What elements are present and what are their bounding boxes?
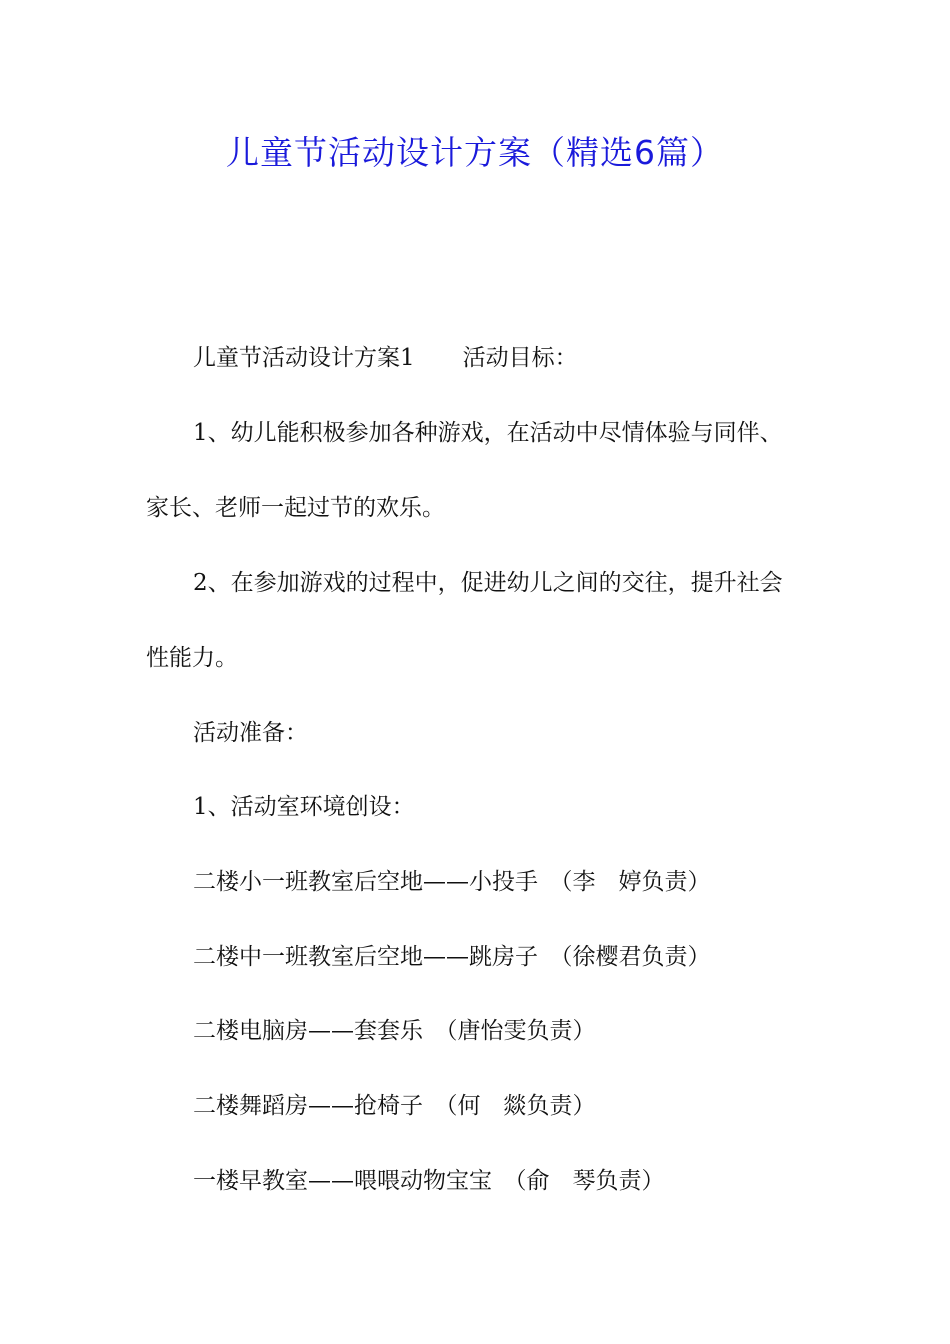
paragraph-line: 家长、老师一起过节的欢乐。 xyxy=(146,495,445,521)
paragraph-line: 二楼小一班教室后空地——小投手 （李 婷负责） xyxy=(193,869,711,895)
paragraph-line: 1、幼儿能积极参加各种游戏，在活动中尽情体验与同伴、 xyxy=(193,420,783,446)
paragraph-line: 二楼舞蹈房——抢椅子 （何 燚负责） xyxy=(193,1093,596,1119)
paragraph-line: 一楼早教室——喂喂动物宝宝 （俞 琴负责） xyxy=(193,1168,665,1194)
section-heading: 儿童节活动设计方案1 xyxy=(193,345,415,371)
paragraph-line: 1、活动室环境创设： xyxy=(193,794,415,820)
paragraph-line: 二楼中一班教室后空地——跳房子 （徐樱君负责） xyxy=(193,944,711,970)
paragraph-line xyxy=(193,341,810,375)
document-title: 儿童节活动设计方案（精选6篇） xyxy=(226,133,724,172)
paragraph-text: 活动目标： xyxy=(462,345,578,371)
paragraph-line: 活动准备： xyxy=(193,720,308,746)
paragraph-line: 二楼电脑房——套套乐 （唐怡雯负责） xyxy=(193,1018,596,1044)
paragraph-line: 性能力。 xyxy=(146,645,238,671)
paragraph-line: 2、在参加游戏的过程中，促进幼儿之间的交往，提升社会 xyxy=(193,570,783,596)
